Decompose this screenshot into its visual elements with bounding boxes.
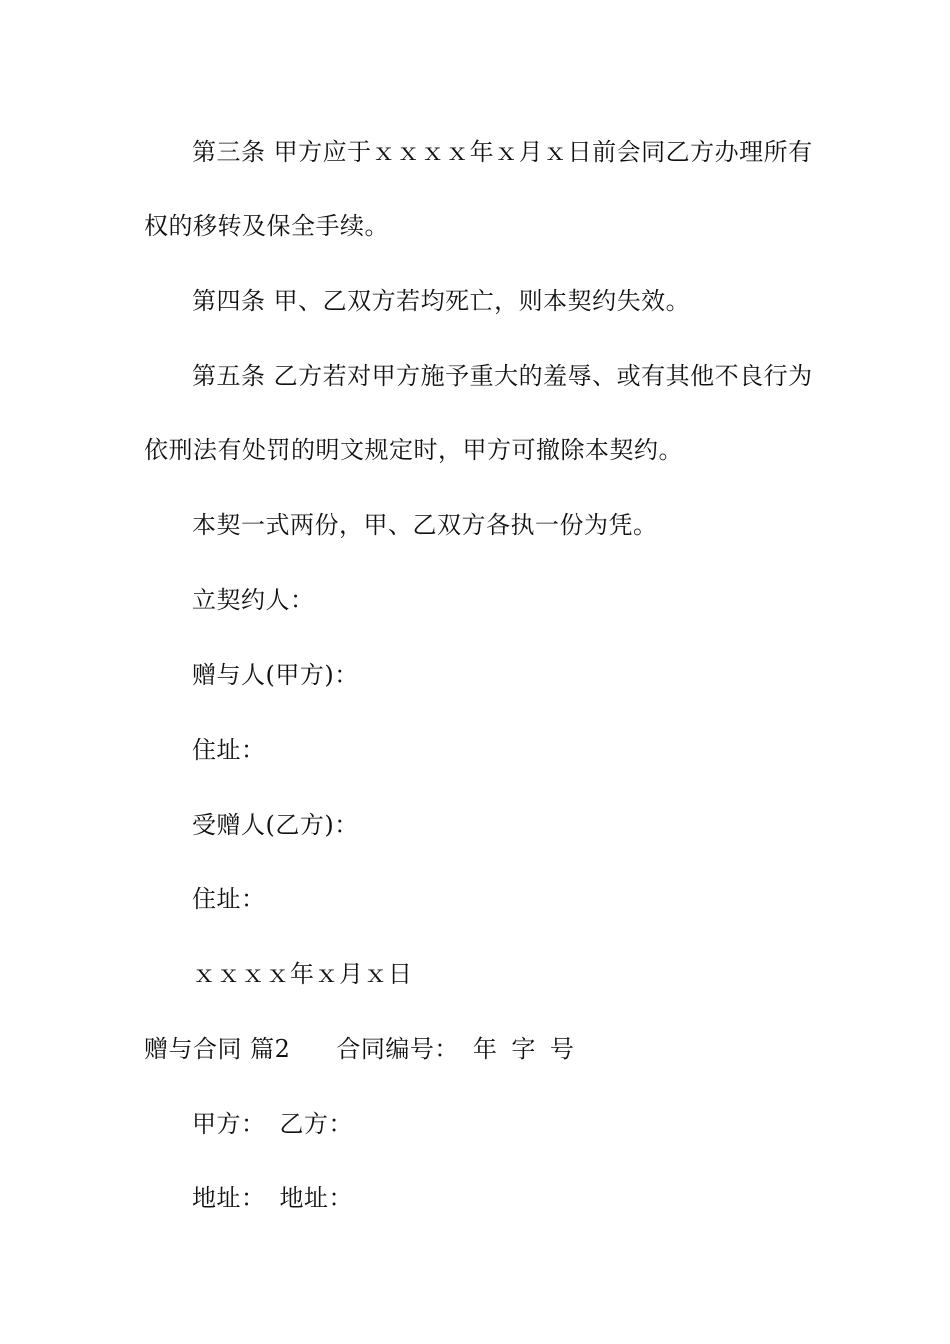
address-a-label: 地址： xyxy=(192,1184,266,1212)
address-b-label: 地址： xyxy=(279,1184,353,1212)
article-3-line-2: 权的移转及保全手续。 xyxy=(144,212,389,240)
contract-number-label: 合同编号： xyxy=(336,1035,459,1063)
donor-address-label: 住址： xyxy=(192,736,266,764)
parties-line xyxy=(192,1109,353,1139)
contract-number-no: 号 xyxy=(549,1035,575,1063)
donee-label: 受赠人(乙方)： xyxy=(192,811,359,839)
donee-address-label: 住址： xyxy=(192,885,266,913)
contract-2-header xyxy=(144,1034,574,1064)
party-b-label: 乙方： xyxy=(279,1110,353,1138)
article-5-line-2: 依刑法有处罚的明文规定时，甲方可撤除本契约。 xyxy=(144,436,683,464)
article-3-line-1: 第三条 甲方应于ｘｘｘｘ年ｘ月ｘ日前会同乙方办理所有 xyxy=(192,138,813,166)
addresses-line xyxy=(192,1183,353,1213)
party-a-label: 甲方： xyxy=(192,1110,266,1138)
article-5-line-1: 第五条 乙方若对甲方施予重大的羞辱、或有其他不良行为 xyxy=(192,362,813,390)
signers-label: 立契约人： xyxy=(192,586,315,614)
contract-number-year: 年 xyxy=(472,1035,498,1063)
donor-label: 赠与人(甲方)： xyxy=(192,661,359,689)
copies-clause: 本契一式两份，甲、乙双方各执一份为凭。 xyxy=(192,511,658,539)
contract-2-title: 赠与合同 篇2 xyxy=(144,1035,291,1063)
signing-date: ｘｘｘｘ年ｘ月ｘ日 xyxy=(192,960,413,988)
article-4: 第四条 甲、乙双方若均死亡，则本契约失效。 xyxy=(192,287,691,315)
contract-number-char: 字 xyxy=(511,1035,536,1063)
